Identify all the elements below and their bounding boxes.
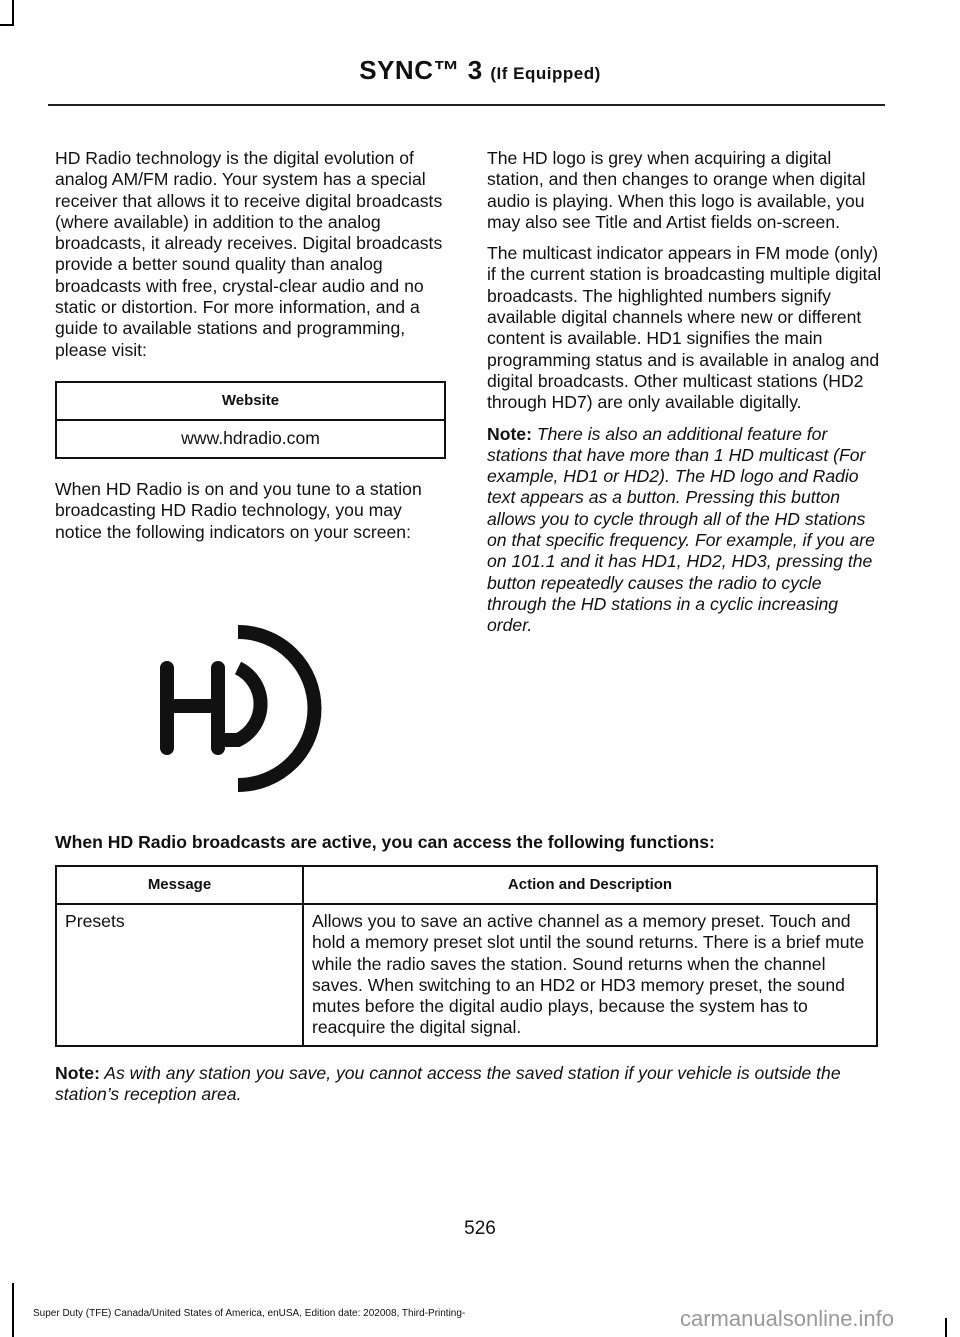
header-rule (48, 104, 885, 106)
functions-heading: When HD Radio broadcasts are active, you can access the following functions: (55, 832, 715, 852)
logo-color-paragraph: The HD logo is grey when acquiring a digital station, and then changes to orange when digital audio is playing. When this logo is available, you may also see Title and Artist fields on-screen. (487, 148, 866, 232)
header-qualifier: (If Equipped) (490, 64, 601, 83)
watermark: carmanualsonline.info (680, 1306, 895, 1331)
right-column (487, 148, 882, 647)
website-table (55, 381, 446, 459)
note-text: As with any station you save, you cannot access the saved station if your vehicle is outside the station’s reception area. (55, 1063, 841, 1105)
crop-mark (945, 1318, 947, 1337)
crop-mark (12, 1283, 14, 1337)
page-header (0, 55, 960, 86)
header-title: SYNC™ 3 (359, 55, 483, 85)
multicast-paragraph: The multicast indicator appears in FM mode (only) if the current station is broadcasting multiple digital broadcasts. The highlighted numbers signify available digital channels where new or different content is available. HD1 signifies the main programming status and is available in analog and digital broadcasts. Other multicast stations (HD2 through HD7) are only available digitally. (487, 243, 882, 413)
column-header-action: Action and Description (303, 866, 877, 904)
website-header: Website (56, 382, 445, 420)
description-cell: Allows you to save an active channel as a memory preset. Touch and hold a memory preset slot until the sound returns. There is a brief mute while the radio saves the station. Sound returns when the channel saves. When switching to an HD2 or HD3 memory preset, the sound mutes before the digital audio plays, because the system has to reacquire the digital signal. (303, 904, 877, 1046)
page-number: 526 (464, 1218, 496, 1239)
hd-radio-logo-icon (140, 615, 330, 795)
functions-table (55, 865, 878, 1047)
message-cell: Presets (56, 904, 303, 1046)
table-row (56, 904, 877, 1046)
functions-note (55, 1063, 885, 1106)
column-header-message: Message (56, 866, 303, 904)
crop-mark (0, 24, 14, 26)
multicast-note (487, 424, 882, 637)
note-label: Note: (55, 1063, 100, 1083)
left-column (55, 148, 447, 553)
website-link[interactable]: www.hdradio.com (56, 420, 445, 458)
note-label: Note: (487, 423, 532, 444)
indicators-paragraph: When HD Radio is on and you tune to a station broadcasting HD Radio technology, you may notice the following indicators on your screen: (55, 478, 422, 542)
crop-mark (12, 0, 14, 24)
intro-paragraph: HD Radio technology is the digital evolution of analog AM/FM radio. Your system has a special receiver that allows it to receive digital broadcasts (where available) in addition to the analog broadcasts, it already receives. Digital broadcasts provide a better sound quality than analog broadcasts with free, crystal-clear audio and no static or distortion. For more information, and a guide to available stations and programming, please visit: (55, 148, 443, 360)
footer-text: Super Duty (TFE) Canada/United States of America, enUSA, Edition date: 202008, Third-Printing- (33, 1308, 466, 1319)
note-text: There is also an additional feature for stations that have more than 1 HD multicast (For example, HD1 or HD2). The HD logo and Radio text appears as a button. Pressing this button allows you to cycle through all of the HD stations on that specific frequency. For example, if you are on 101.1 and it has HD1, HD2, HD3, pressing the button repeatedly causes the radio to cycle through the HD stations in a cyclic increasing order. (487, 423, 875, 636)
